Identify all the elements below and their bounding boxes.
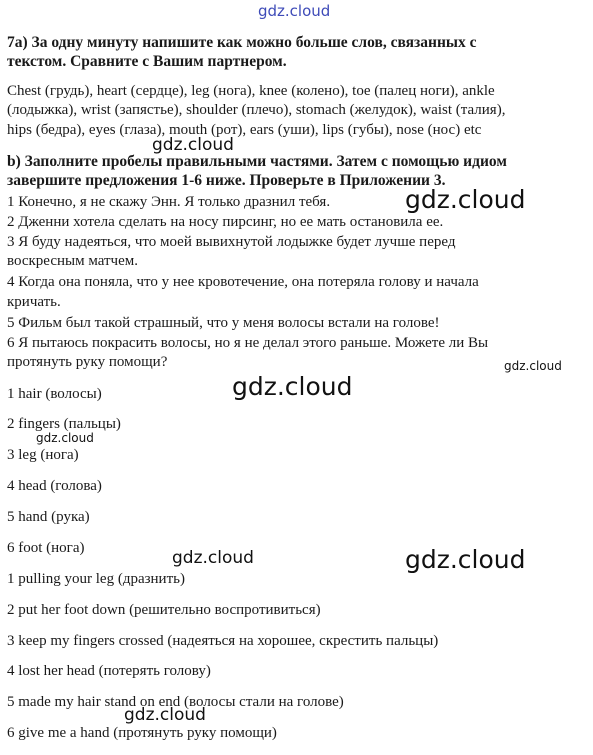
watermark: gdz.cloud [405,545,526,574]
part-item: 6 foot (нога) [7,540,85,556]
sentence-line: 6 Я пытаюсь покрасить волосы, но я не делал этого раньше. Можете ли Вы [7,335,489,351]
idiom-item: 1 pulling your leg (дразнить) [7,571,185,587]
watermark-top: gdz.cloud [258,2,331,20]
part-item: 3 leg (нога) [7,447,79,463]
part-item: 5 hand (рука) [7,509,90,525]
watermark: gdz.cloud [124,705,206,725]
part-item: 4 head (голова) [7,478,102,494]
task-a-words-line: (лодыжка), wrist (запястье), shoulder (плечо), stomach (желудок), waist (талия), [7,102,506,118]
watermark: gdz.cloud [36,431,94,445]
watermark: gdz.cloud [152,135,234,155]
idiom-item: 2 put her foot down (решительно воспротивиться) [7,602,321,618]
sentence-line: воскресным матчем. [7,253,138,269]
task-a-words-line: hips (бедра), eyes (глаза), mouth (рот), ears (уши), lips (губы), nose (нос) etc [7,122,482,138]
sentence-line: кричать. [7,294,61,310]
watermark: gdz.cloud [504,359,562,373]
idiom-item: 5 made my hair stand on end (волосы стали на голове) [7,694,344,710]
watermark: gdz.cloud [172,548,254,568]
sentence-line: 5 Фильм был такой страшный, что у меня волосы встали на голове! [7,315,440,331]
sentence-line: 4 Когда она поняла, что у нее кровотечение, она потеряла голову и начала [7,274,479,290]
sentence-line: 3 Я буду надеяться, что моей вывихнутой лодыжке будет лучше перед [7,234,456,250]
idiom-item: 6 give me a hand (протянуть руку помощи) [7,725,277,741]
sentence-line: протянуть руку помощи? [7,354,168,370]
part-item: 1 hair (волосы) [7,386,102,402]
task-a-heading-line1: 7а) За одну минуту напишите как можно больше слов, связанных с [7,34,477,51]
idiom-item: 3 keep my fingers crossed (надеяться на хорошее, скрестить пальцы) [7,633,439,649]
task-a-words-line: Chest (грудь), heart (сердце), leg (нога), knee (колено), toe (палец ноги), ankle [7,83,495,99]
watermark: gdz.cloud [405,185,526,214]
sentence-line: 1 Конечно, я не скажу Энн. Я только дразнил тебя. [7,194,331,210]
watermark: gdz.cloud [232,372,353,401]
part-item: 2 fingers (пальцы) [7,416,121,432]
task-b-heading-line2: завершите предложения 1-6 ниже. Проверьте в Приложении 3. [7,172,446,189]
sentence-line: 2 Дженни хотела сделать на носу пирсинг, но ее мать остановила ее. [7,214,444,230]
task-a-heading-line2: текстом. Сравните с Вашим партнером. [7,53,287,70]
idiom-item: 4 lost her head (потерять голову) [7,663,211,679]
task-b-heading-line1: b) Заполните пробелы правильными частями. Затем с помощью идиом [7,153,507,170]
